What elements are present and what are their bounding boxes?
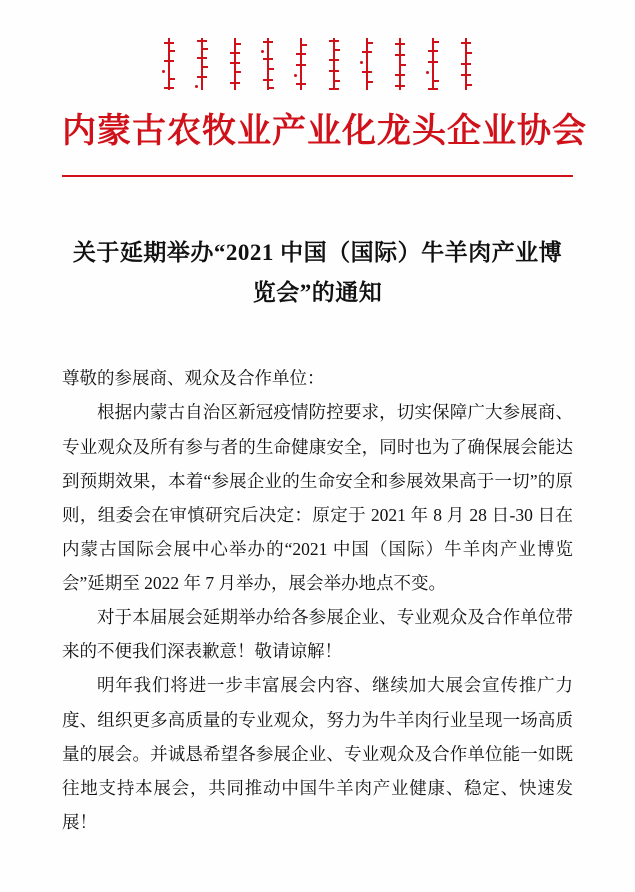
letterhead <box>62 0 587 177</box>
mongolian-glyph <box>230 38 241 90</box>
organization-name: 内蒙古农牧业产业化龙头企业协会 <box>62 113 587 150</box>
mongolian-glyph <box>263 38 274 90</box>
mongolian-glyph <box>197 38 208 90</box>
mongolian-glyph <box>395 38 406 90</box>
body-paragraph: 根据内蒙古自治区新冠疫情防控要求，切实保障广大参展商、专业观众及所有参与者的生命健康安全，同时也为了确保展会能达到预期效果，本着“参展企业的生命安全和参展效果高于一切”的原则，组委会在审慎研究后决定：原定于 2021 年 8 月 28 日-30 日在内蒙古国际会展中心举办的“2021 中国（国际）牛羊肉产业博览会”延期至 2022 年 7 月举办，展会举办地点不变。 <box>62 402 573 594</box>
body-paragraph: 明年我们将进一步丰富展会内容、继续加大展会宣传推广力度、组织更多高质量的专业观众，努力为牛羊肉行业呈现一场高质量的展会。并诚恳希望各参展企业、专业观众及合作单位能一如既往地支持本展会，共同推动中国牛羊肉产业健康、稳定、快速发展！ <box>62 675 573 832</box>
mongolian-glyph <box>362 38 373 90</box>
mongolian-glyph <box>296 38 307 90</box>
salutation: 尊敬的参展商、观众及合作单位： <box>62 368 325 389</box>
mongolian-glyph <box>428 38 439 90</box>
page-title: 关于延期举办“2021 中国（国际）牛羊肉产业博览会”的通知 <box>72 239 563 306</box>
mongolian-glyph <box>329 38 340 90</box>
mongolian-glyph <box>164 38 175 90</box>
mongolian-script-text <box>62 38 573 96</box>
letterhead-divider <box>62 175 573 177</box>
mongolian-glyph <box>461 38 472 90</box>
body-paragraph: 对于本届展会延期举办给各参展企业、专业观众及合作单位带来的不便我们深表歉意！敬请谅解！ <box>62 607 573 662</box>
